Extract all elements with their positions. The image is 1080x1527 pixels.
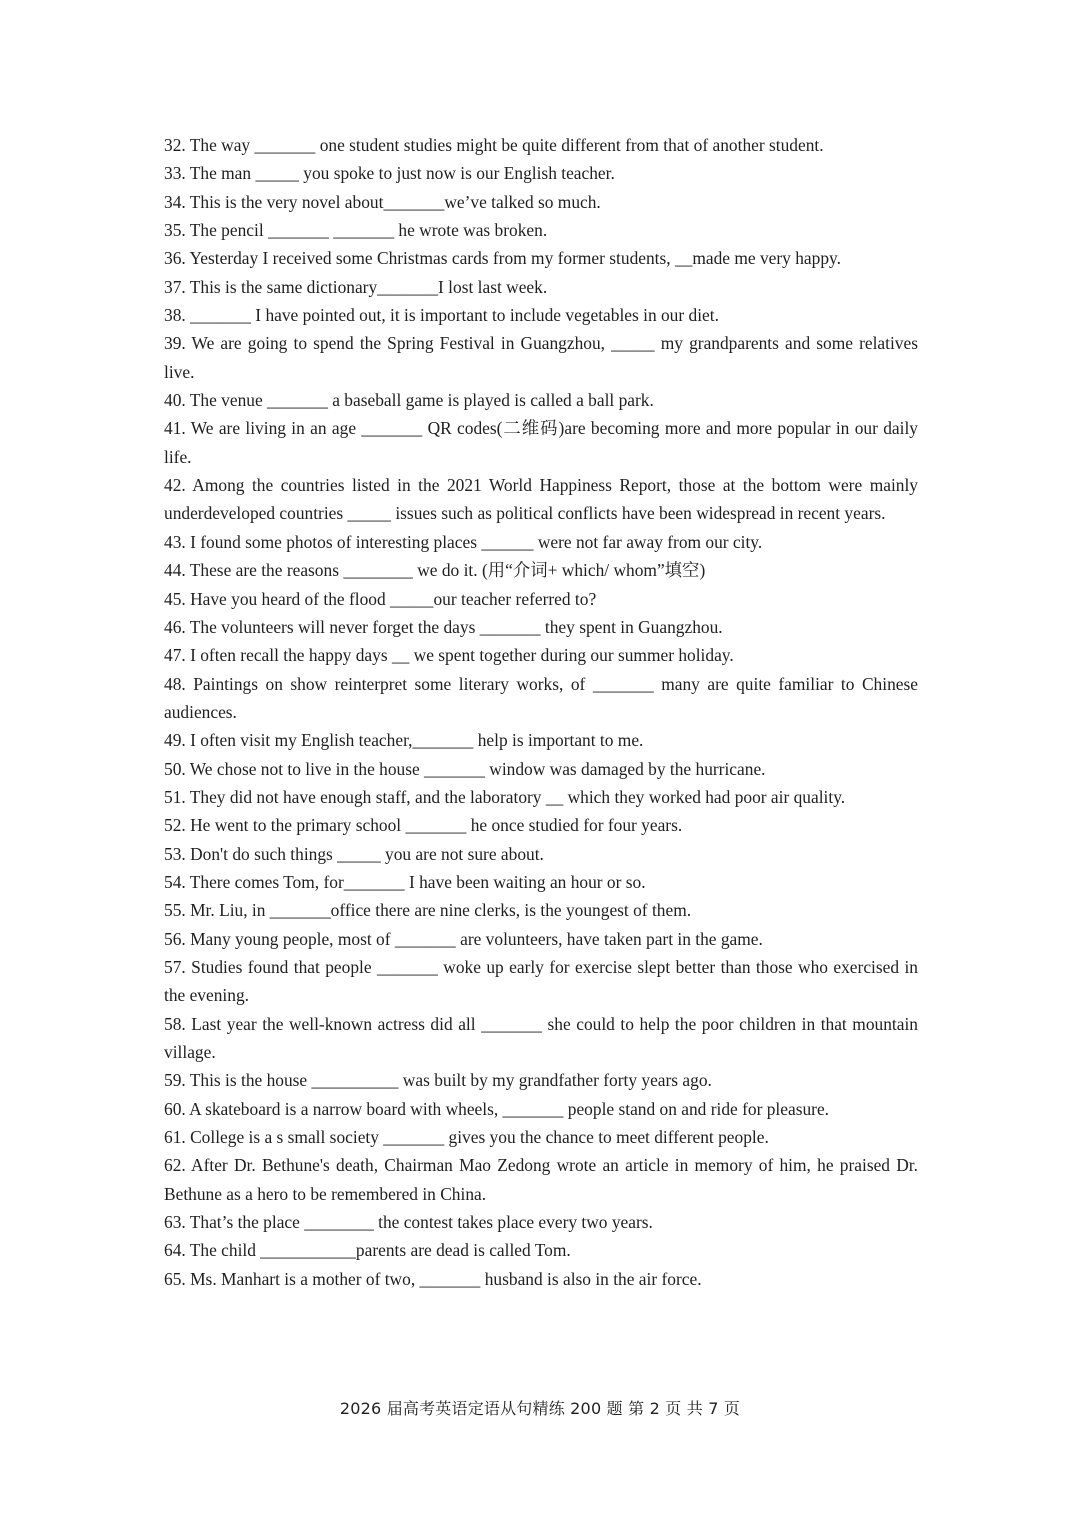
question-49: 49. I often visit my English teacher,_______ help is important to me.: [164, 730, 644, 751]
page-footer: 2026 届高考英语定语从句精练 200 题 第 2 页 共 7 页: [339, 1399, 741, 1418]
question-58: 58. Last year the well-known actress did all _______ she could to help the poor children in that mountain village.: [164, 1013, 918, 1062]
question-54: 54. There comes Tom, for_______ I have been waiting an hour or so.: [164, 871, 646, 892]
question-46: 46. The volunteers will never forget the days _______ they spent in Guangzhou.: [164, 616, 723, 637]
question-64: 64. The child ___________parents are dead is called Tom.: [164, 1240, 571, 1261]
question-35: 35. The pencil _______ _______ he wrote was broken.: [164, 220, 548, 241]
question-62: 62. After Dr. Bethune's death, Chairman Mao Zedong wrote an article in memory of him, he praised Dr. Bethune as a hero to be remembered in China.: [164, 1155, 918, 1204]
question-48: 48. Paintings on show reinterpret some literary works, of _______ many are quite familiar to Chinese audiences.: [164, 673, 918, 722]
question-44: 44. These are the reasons ________ we do it. (用“介词+ which/ whom”填空): [164, 560, 706, 581]
question-63: 63. That’s the place ________ the contest takes place every two years.: [164, 1212, 653, 1233]
question-list: [164, 131, 918, 1293]
question-50: 50. We chose not to live in the house _______ window was damaged by the hurricane.: [164, 758, 766, 779]
question-42: 42. Among the countries listed in the 2021 World Happiness Report, those at the bottom were mainly underdeveloped countries _____ issues such as political conflicts have been widespread in recent years.: [164, 475, 918, 524]
question-56: 56. Many young people, most of _______ are volunteers, have taken part in the game.: [164, 928, 763, 949]
question-52: 52. He went to the primary school _______ he once studied for four years.: [164, 815, 683, 836]
question-34: 34. This is the very novel about_______we’ve talked so much.: [164, 191, 601, 212]
question-38: 38. _______ I have pointed out, it is important to include vegetables in our diet.: [164, 305, 719, 326]
question-55: 55. Mr. Liu, in _______office there are nine clerks, is the youngest of them.: [164, 900, 692, 921]
question-36: 36. Yesterday I received some Christmas cards from my former students, __made me very happy.: [164, 248, 841, 269]
question-37: 37. This is the same dictionary_______I lost last week.: [164, 276, 548, 297]
question-57: 57. Studies found that people _______ woke up early for exercise slept better than those who exercised in the evening.: [164, 956, 918, 1006]
question-65: 65. Ms. Manhart is a mother of two, _______ husband is also in the air force.: [164, 1268, 702, 1289]
question-61: 61. College is a s small society _______ gives you the chance to meet different people.: [164, 1127, 769, 1148]
question-41: 41. We are living in an age _______ QR codes(二维码)are becoming more and more popular in our daily life.: [164, 418, 918, 467]
question-53: 53. Don't do such things _____ you are not sure about.: [164, 843, 544, 864]
question-45: 45. Have you heard of the flood _____our teacher referred to?: [164, 588, 597, 609]
question-51: 51. They did not have enough staff, and the laboratory __ which they worked had poor air quality.: [164, 786, 846, 807]
question-32: 32. The way _______ one student studies might be quite different from that of another student.: [164, 135, 824, 155]
question-59: 59. This is the house __________ was built by my grandfather forty years ago.: [164, 1070, 712, 1091]
question-39: 39. We are going to spend the Spring Festival in Guangzhou, _____ my grandparents and some relatives live.: [164, 333, 918, 382]
question-43: 43. I found some photos of interesting places ______ were not far away from our city.: [164, 531, 763, 552]
question-33: 33. The man _____ you spoke to just now is our English teacher.: [164, 163, 615, 184]
question-47: 47. I often recall the happy days __ we spent together during our summer holiday.: [164, 645, 734, 666]
question-60: 60. A skateboard is a narrow board with wheels, _______ people stand on and ride for pleasure.: [164, 1098, 830, 1119]
question-40: 40. The venue _______ a baseball game is played is called a ball park.: [164, 390, 654, 411]
